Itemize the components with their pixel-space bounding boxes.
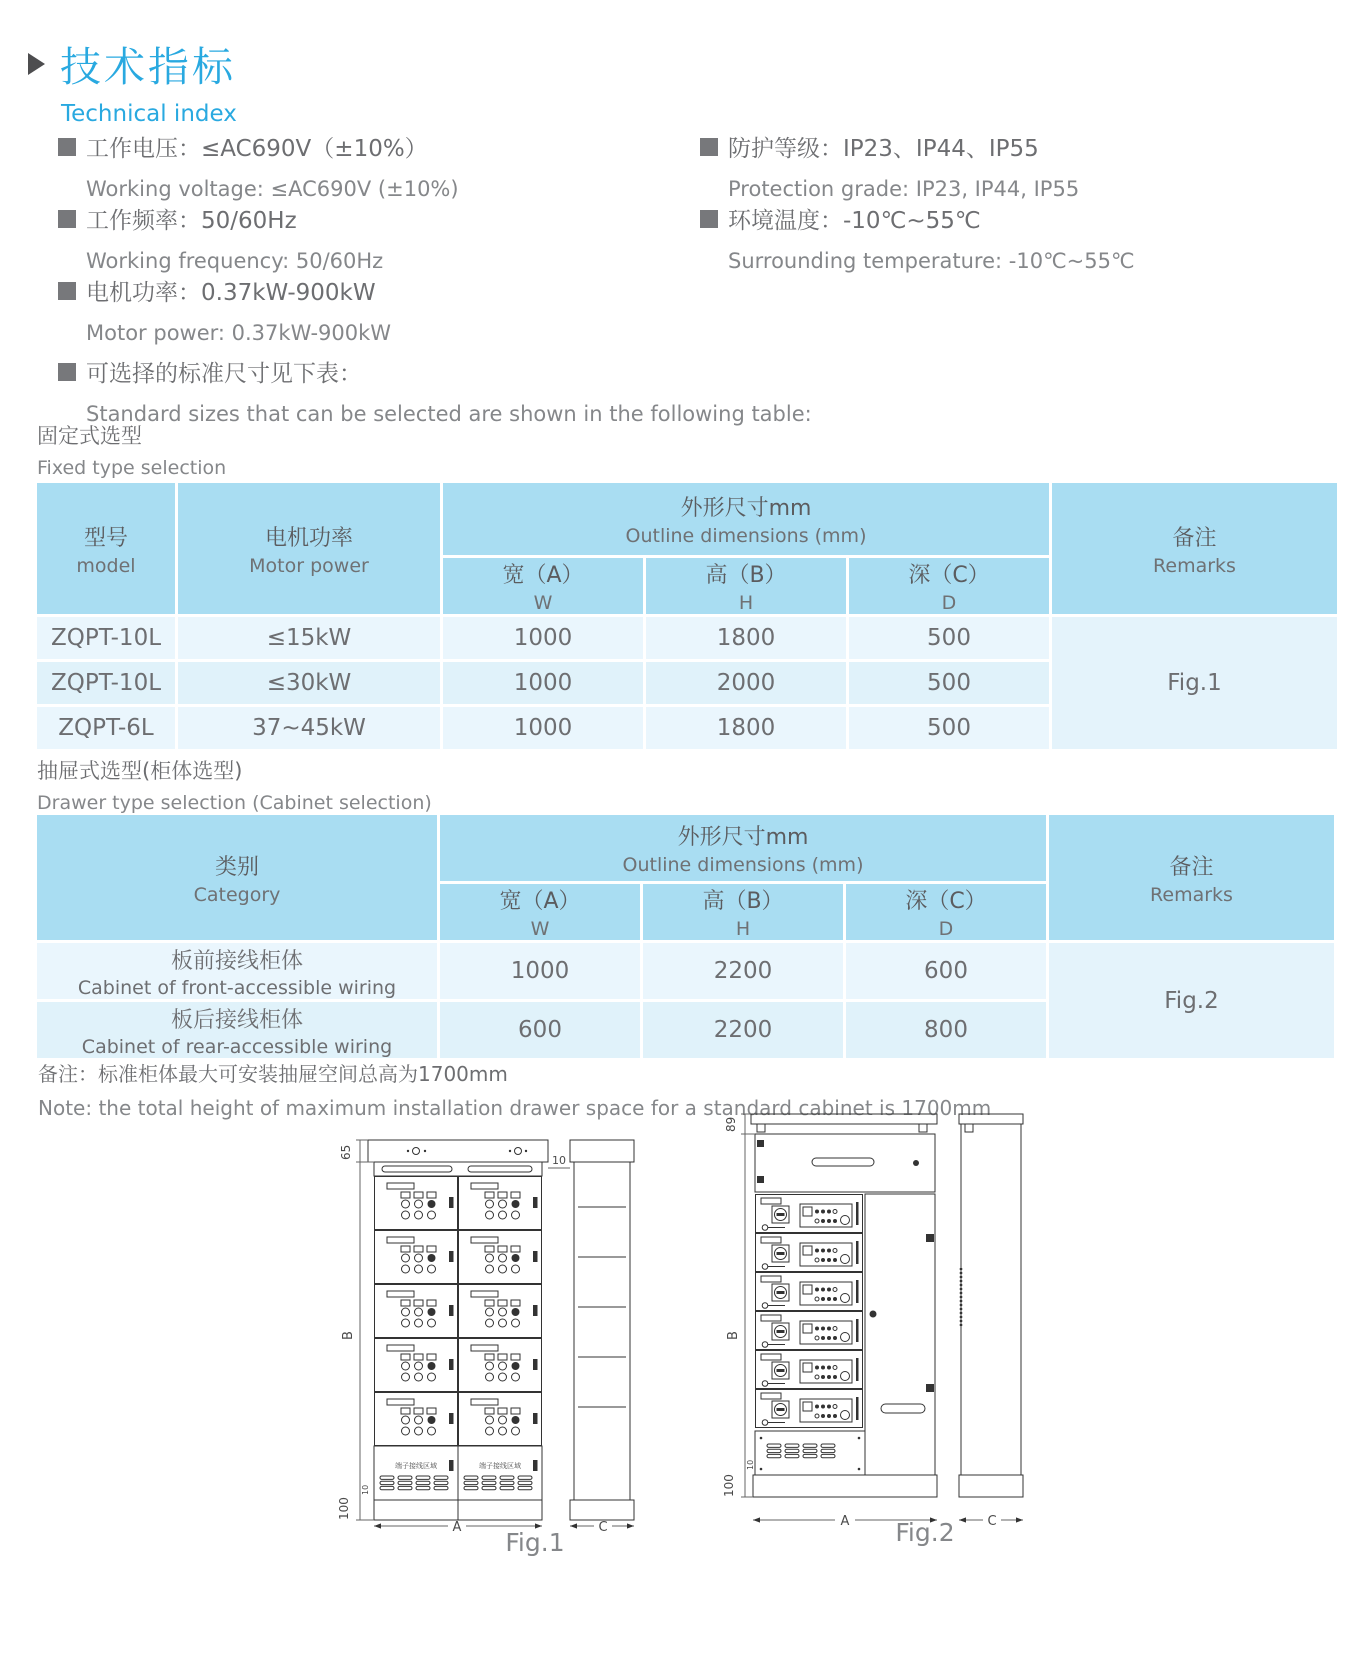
cell-width: 1000 [440, 943, 640, 999]
header-en: Remarks [1150, 883, 1233, 906]
fig1-caption: Fig.1 [505, 1528, 565, 1557]
fixed-type-table [34, 480, 1340, 752]
dim-A: A [840, 1514, 850, 1529]
bullet-square-icon [700, 210, 718, 228]
col-header-depth [849, 558, 1049, 614]
note-en: Note: the total height of maximum installation drawer space for a standard cabinet is 1700mm [38, 1096, 992, 1120]
cell-width: 1000 [443, 617, 643, 659]
spec-en: Standard sizes that can be selected are shown in the following table: [86, 402, 812, 426]
section-fixed-type [37, 420, 226, 479]
spec-zh: 防护等级：IP23、IP44、IP55 [728, 136, 1039, 162]
spec-zh: 电机功率：0.37kW-900kW [86, 280, 376, 306]
bullet-square-icon [58, 282, 76, 300]
header-zh: 高（B） [702, 889, 784, 914]
header-zh: 深（C） [908, 563, 990, 588]
col-header-height [643, 884, 843, 940]
cell-category [37, 1002, 437, 1058]
spec-standard-sizes [58, 355, 812, 426]
dim-10-small: 10 [361, 1484, 370, 1495]
col-header-outline [440, 815, 1046, 881]
table-row [37, 617, 1337, 659]
cell-power: 37~45kW [178, 707, 440, 749]
cell-remark: Fig.1 [1052, 617, 1337, 749]
fig2-drawing [715, 1088, 1065, 1533]
drawer-type-table [34, 812, 1337, 1061]
cell-width: 600 [440, 1002, 640, 1058]
dim-10: 10 [552, 1154, 566, 1167]
cell-power: ≤30kW [178, 662, 440, 704]
category-zh: 板前接线柜体 [170, 948, 303, 974]
header-zh: 宽（A） [499, 889, 581, 914]
table-row [37, 943, 1334, 999]
dim-A: A [452, 1520, 462, 1534]
col-header-model [37, 483, 175, 614]
header-en: Remarks [1153, 554, 1236, 577]
bullet-square-icon [58, 363, 76, 381]
note-zh: 备注：标准柜体最大可安装抽屉空间总高为1700mm [38, 1062, 508, 1086]
category-en: Cabinet of rear-accessible wiring [81, 1035, 393, 1058]
header-zh: 备注 [1169, 854, 1214, 880]
page-header [28, 34, 237, 127]
category-zh: 板后接线柜体 [170, 1007, 303, 1033]
bullet-square-icon [58, 210, 76, 228]
header-zh: 深（C） [905, 889, 987, 914]
cell-model: ZQPT-10L [37, 662, 175, 704]
col-header-power [178, 483, 440, 614]
col-header-remarks [1049, 815, 1334, 940]
header-zh: 宽（A） [502, 563, 584, 588]
cell-power: ≤15kW [178, 617, 440, 659]
page-title: 技术指标 [60, 43, 236, 91]
cell-remark: Fig.2 [1049, 943, 1334, 1058]
spec-en: Surrounding temperature: -10℃~55℃ [728, 249, 1135, 273]
spec-en: Working voltage: ≤AC690V (±10%) [86, 177, 459, 201]
cell-height: 1800 [646, 707, 846, 749]
fig1-front-view [368, 1140, 548, 1520]
header-en: Outline dimensions (mm) [625, 525, 867, 547]
header-en: H [738, 592, 754, 614]
spec-motor-power [58, 274, 391, 345]
header-zh: 备注 [1172, 525, 1217, 551]
bullet-square-icon [700, 138, 718, 156]
cell-height: 1800 [646, 617, 846, 659]
section-drawer-type [37, 755, 432, 814]
section-arrow-icon [28, 53, 45, 75]
header-en: model [76, 554, 136, 577]
header-zh: 型号 [83, 525, 128, 551]
spec-zh: 可选择的标准尺寸见下表： [86, 361, 362, 387]
dim-89: 89 [724, 1116, 738, 1132]
spec-en: Motor power: 0.37kW-900kW [86, 321, 392, 345]
spec-protection-grade [700, 130, 1079, 201]
section-title-en: Drawer type selection (Cabinet selection) [37, 792, 432, 814]
cell-model: ZQPT-10L [37, 617, 175, 659]
cell-model: ZQPT-6L [37, 707, 175, 749]
header-en: Category [193, 883, 281, 906]
cell-depth: 500 [849, 617, 1049, 659]
fig2-caption: Fig.2 [895, 1518, 955, 1547]
dim-C: C [987, 1514, 997, 1529]
col-header-height [646, 558, 846, 614]
dim-65: 65 [339, 1144, 353, 1160]
cell-height: 2200 [643, 1002, 843, 1058]
cell-depth: 800 [846, 1002, 1046, 1058]
col-header-category [37, 815, 437, 940]
spec-working-voltage [58, 130, 459, 201]
terminal-area-label: 端子接线区域 [395, 1462, 437, 1470]
cell-width: 1000 [443, 707, 643, 749]
cell-category [37, 943, 437, 999]
fig2-side-view [959, 1114, 1023, 1497]
spec-en: Protection grade: IP23, IP44, IP55 [728, 177, 1080, 201]
spec-surrounding-temperature [700, 202, 1135, 273]
header-zh: 高（B） [705, 563, 787, 588]
header-en: D [938, 918, 954, 940]
col-header-depth [846, 884, 1046, 940]
header-en: W [533, 592, 553, 614]
cell-height: 2200 [643, 943, 843, 999]
cell-height: 2000 [646, 662, 846, 704]
header-en: Motor power [249, 554, 369, 577]
category-en: Cabinet of front-accessible wiring [77, 976, 397, 999]
spec-working-frequency [58, 202, 383, 273]
header-zh: 类别 [214, 854, 259, 880]
spec-zh: 工作频率：50/60Hz [86, 208, 297, 234]
header-zh: 外形尺寸mm [680, 496, 812, 521]
cell-width: 1000 [443, 662, 643, 704]
section-title-en: Fixed type selection [37, 457, 227, 479]
dim-100: 100 [337, 1497, 351, 1520]
fig2-front-view [751, 1114, 937, 1497]
section-title-zh: 固定式选型 [37, 424, 142, 448]
spec-zh: 环境温度：-10℃~55℃ [728, 208, 981, 234]
dim-B: B [341, 1331, 356, 1340]
terminal-area-label: 端子接线区域 [479, 1462, 521, 1470]
header-en: H [735, 918, 751, 940]
cell-depth: 600 [846, 943, 1046, 999]
header-en: W [530, 918, 550, 940]
fig1-side-view [570, 1140, 634, 1520]
section-title-zh: 抽屉式选型(柜体选型) [37, 759, 243, 783]
col-header-width [443, 558, 643, 614]
spec-en: Working frequency: 50/60Hz [86, 249, 384, 273]
dim-10-small: 10 [746, 1459, 755, 1470]
dim-C: C [598, 1520, 608, 1534]
header-en: D [941, 592, 957, 614]
header-en: Outline dimensions (mm) [622, 854, 864, 876]
col-header-outline [443, 483, 1049, 555]
header-zh: 外形尺寸mm [677, 825, 809, 850]
dim-100: 100 [722, 1474, 736, 1497]
fig1-drawing [330, 1122, 680, 1534]
spec-zh: 工作电压：≤AC690V（±10%） [86, 136, 428, 162]
header-zh: 电机功率 [264, 525, 353, 551]
col-header-width [440, 884, 640, 940]
cell-depth: 500 [849, 707, 1049, 749]
cell-depth: 500 [849, 662, 1049, 704]
dim-B: B [726, 1331, 741, 1340]
bullet-square-icon [58, 138, 76, 156]
col-header-remarks [1052, 483, 1337, 614]
page-subtitle: Technical index [61, 101, 237, 127]
